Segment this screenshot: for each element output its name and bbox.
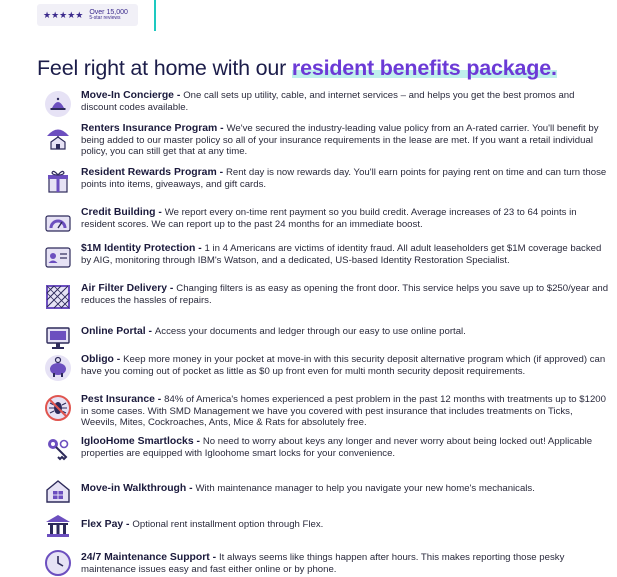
benefit-title: Obligo -	[81, 354, 124, 365]
bank-icon	[44, 512, 72, 540]
headline-prefix: Feel right at home with our	[37, 56, 292, 80]
no-pest-icon	[44, 394, 72, 422]
benefit-title: Flex Pay -	[81, 519, 133, 530]
gift-icon	[44, 167, 72, 195]
accent-divider	[154, 0, 156, 31]
keys-icon	[44, 436, 72, 464]
reviews-count: Over 15,000	[89, 8, 128, 16]
umbrella-house-icon	[44, 123, 72, 151]
benefit-description: 1 in 4 Americans are victims of identity fraud. All adult leaseholders get $1M coverage backed by AIG, monitoring through IBM's Watson, and a dedicated, US-based Identity Restoration Specialist.	[81, 243, 602, 266]
benefit-title: Move-in Walkthrough -	[81, 483, 196, 494]
benefit-title: Resident Rewards Program -	[81, 167, 226, 178]
id-card-icon	[44, 243, 72, 271]
credit-gauge-icon	[44, 207, 72, 235]
benefit-description: With maintenance manager to help you navigate your new home's mechanicals.	[195, 483, 535, 494]
benefit-description: Optional rent installment option through Flex.	[132, 519, 324, 530]
benefit-description: Rent day is now rewards day. You'll earn points for paying rent on time and can turn those points into items, giveaways, and gift cards.	[81, 167, 607, 190]
five-star-rating: ★★★★★	[43, 9, 84, 20]
support-clock-icon	[44, 549, 72, 577]
benefit-title: Move-In Concierge -	[81, 90, 184, 101]
benefit-description: Access your documents and ledger through our easy to use online portal.	[154, 326, 466, 337]
concierge-icon	[44, 90, 72, 118]
benefit-title: Credit Building -	[81, 207, 165, 218]
benefit-description: We've secured the industry-leading value policy from an A-rated carrier. You'll benefit by being added to our master policy so all of your insurance requirements in the lease are met. If you want a retail individual policy, you can still get that at any time.	[81, 123, 599, 157]
benefit-title: Pest Insurance -	[81, 394, 165, 405]
headline-highlight: resident benefits package.	[291, 56, 557, 80]
benefit-title: Online Portal -	[81, 326, 155, 337]
page-headline	[37, 56, 557, 81]
benefit-description: One call sets up utility, cable, and internet services – and helps you get the best promos and discount codes available.	[81, 90, 575, 113]
benefit-description: No need to worry about keys any longer and never worry about being locked out! Applicable properties are equipped with Igloohome smart locks for your convenience.	[81, 436, 593, 459]
reviews-caption: 5-star reviews	[89, 15, 121, 22]
benefit-title: $1M Identity Protection -	[81, 243, 205, 254]
benefit-description: 84% of America's homes experienced a pest problem in the past 12 months with treatments up to $1200 in some cases. With SMD Management we have you covered with pest insurance that includes treatments on Ticks, Weevils, Mites, Cockroaches, Ants, Mice & Rats for absolutely free.	[81, 394, 606, 428]
walkthrough-icon	[44, 477, 72, 505]
benefit-description: Keep more money in your pocket at move-in with this security deposit alternative program which (if approved) can have you coming out of pocket as little as $0 up front even for multi month security deposit requirements.	[81, 354, 606, 377]
reviews-text	[89, 9, 128, 22]
piggy-bank-icon	[44, 354, 72, 382]
top-bar	[0, 0, 617, 32]
benefit-description: It always seems like things happen after hours. This makes reporting those pesky maintenance issues easy and fast either online or by phone.	[81, 552, 565, 575]
benefit-title: Renters Insurance Program -	[81, 123, 227, 134]
reviews-badge	[37, 4, 138, 26]
benefit-description: We report every on-time rent payment so you build credit. Average increases of 23 to 64 points in resident scores. We can report up to the past 24 months for an immediate boost.	[81, 207, 577, 230]
benefit-title: 24/7 Maintenance Support -	[81, 552, 219, 563]
benefit-title: IglooHome Smartlocks -	[81, 436, 203, 447]
benefit-title: Air Filter Delivery -	[81, 283, 177, 294]
benefit-description: Changing filters is as easy as opening the front door. This service helps you save up to $250/year and reduces the hassles of repairs.	[81, 283, 609, 306]
monitor-icon	[44, 324, 72, 352]
air-filter-icon	[44, 283, 72, 311]
